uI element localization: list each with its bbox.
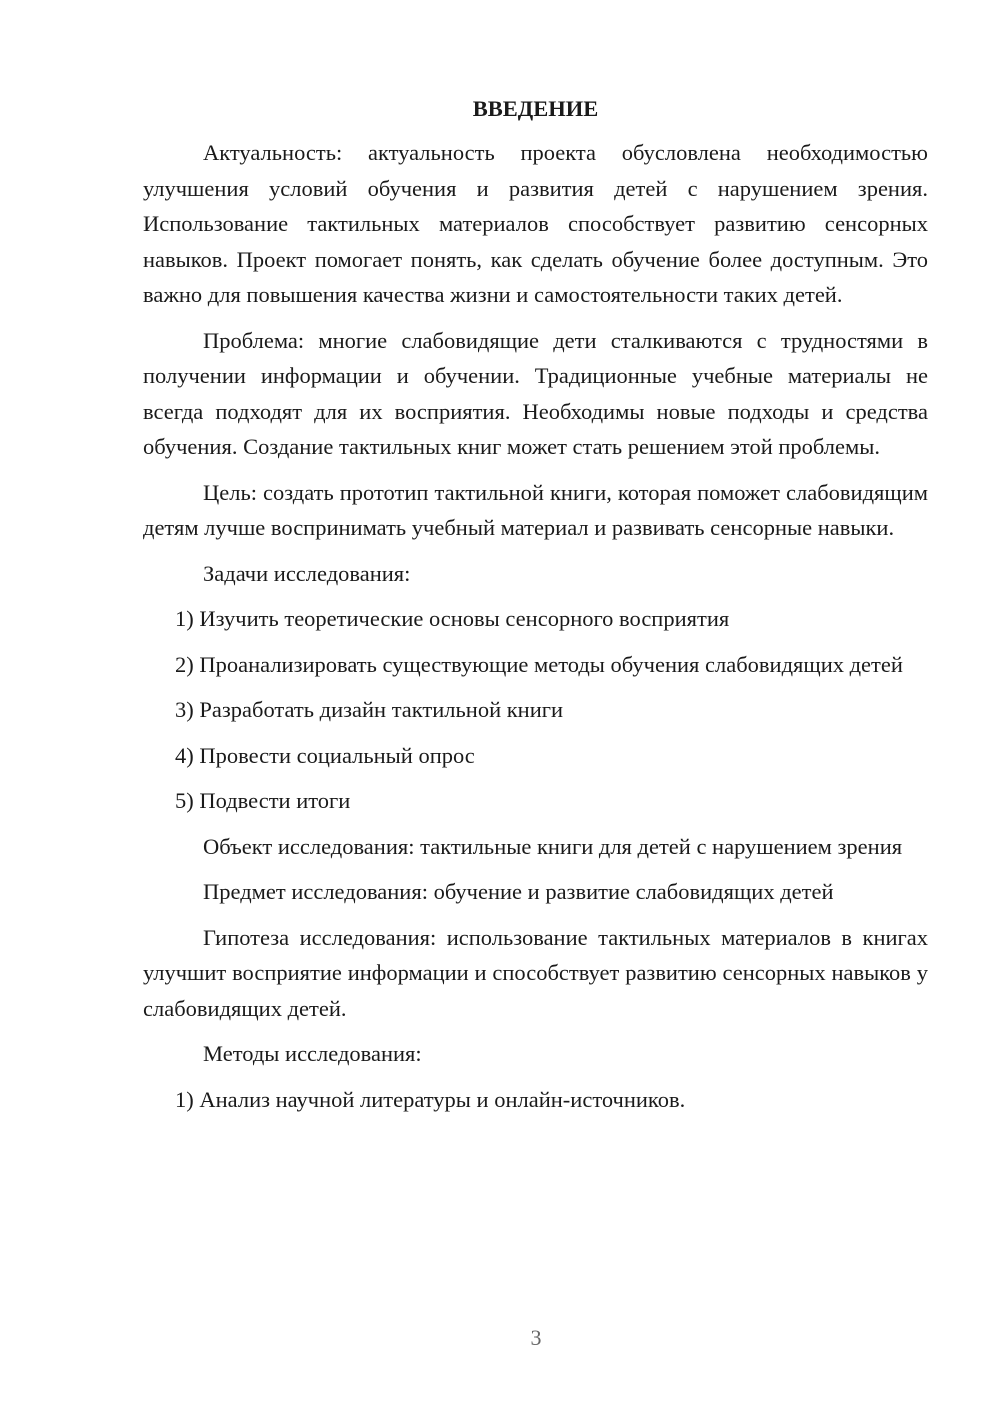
object-paragraph: Объект исследования: тактильные книги для детей с нарушением зрения bbox=[203, 833, 903, 859]
task-item-3: 3) Разработать дизайн тактильной книги bbox=[175, 697, 564, 722]
method-item-1: 1) Анализ научной литературы и онлайн-источников. bbox=[175, 1086, 686, 1112]
document-page bbox=[143, 90, 928, 1127]
task-item-1: 1) Изучить теоретические основы сенсорного восприятия bbox=[175, 606, 730, 631]
task-item-4: 4) Провести социальный опрос bbox=[175, 742, 475, 768]
goal-paragraph: Цель: создать прототип тактильной книги, которая поможет слабовидящим детям лучше воспринимать учебный материал и развивать сенсорные навыки. bbox=[143, 479, 928, 540]
subject-paragraph: Предмет исследования: обучение и развитие слабовидящих детей bbox=[203, 879, 834, 904]
task-item-2: 2) Проанализировать существующие методы обучения слабовидящих детей bbox=[175, 651, 903, 677]
task-item-5: 5) Подвести итоги bbox=[175, 788, 351, 813]
problem-paragraph: Проблема: многие слабовидящие дети сталкиваются с трудностями в получении информации и обучении. Традиционные учебные материалы не всегда подходят для их восприятия. Необходимы новые подходы и средства обучения. Создание тактильных книг может стать решением этой проблемы. bbox=[143, 327, 928, 459]
relevance-paragraph: Актуальность: актуальность проекта обусловлена необходимостью улучшения условий обучения и развития детей с нарушением зрения. Использование тактильных материалов способствует развитию сенсорных навыков. Проект помогает понять, как сделать обучение более доступным. Это важно для повышения качества жизни и самостоятельности таких детей. bbox=[143, 140, 928, 307]
tasks-heading: Задачи исследования: bbox=[203, 560, 411, 586]
hypothesis-paragraph: Гипотеза исследования: использование тактильных материалов в книгах улучшит восприятие информации и способствует развитию сенсорных навыков у слабовидящих детей. bbox=[143, 924, 928, 1021]
page-title: ВВЕДЕНИЕ bbox=[472, 96, 599, 121]
page-number: 3 bbox=[530, 1325, 542, 1350]
methods-heading: Методы исследования: bbox=[203, 1041, 422, 1066]
